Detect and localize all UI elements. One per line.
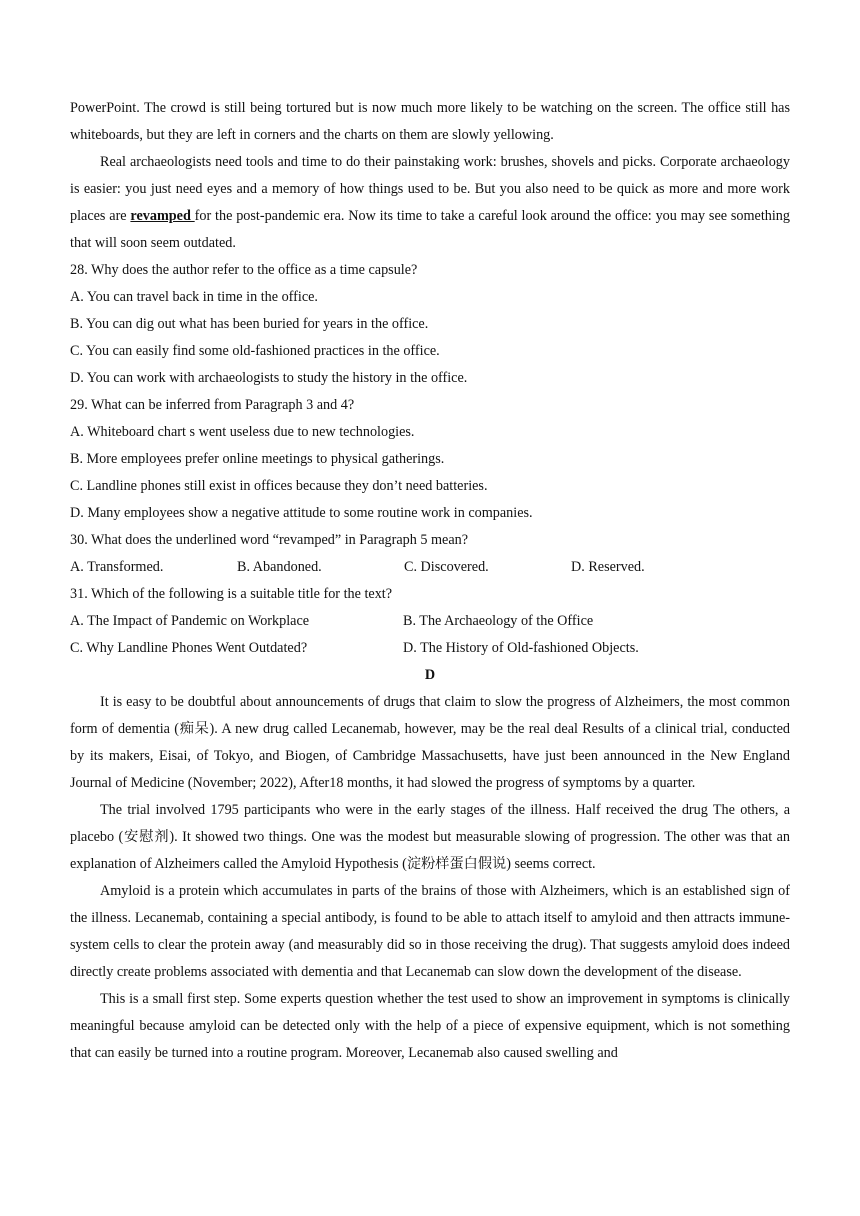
- options-row-2: [70, 635, 790, 662]
- section-d-paragraph-2: The trial involved 1795 participants who were in the early stages of the illness. Half received the drug The others, a placebo (安慰剂). It showed two things. One was the modest but measurable slowing of progression. The other was that an explanation of Alzheimers called the Amyloid Hypothesis (淀粉样蛋白假说) seems correct.: [70, 802, 790, 872]
- question-30: [70, 527, 790, 581]
- section-heading-d: D: [424, 667, 436, 683]
- section-d-paragraph-1: It is easy to be doubtful about announcements of drugs that claim to slow the progress of Alzheimers, the most common form of dementia (痴呆). A new drug called Lecanemab, however, may be the real deal Results of a clinical trial, conducted by its makers, Eisai, of Tokyo, and Biogen, of Cambridge Massachusetts, have just been announced in the New England Journal of Medicine (November; 2022), After18 months, it had slowed the progress of symptoms by a quarter.: [70, 694, 790, 791]
- option-a: A. The Impact of Pandemic on Workplace: [70, 613, 310, 629]
- option-c: C. Landline phones still exist in offices because they don’t need batteries.: [70, 478, 488, 494]
- option-d: D. The History of Old-fashioned Objects.: [403, 640, 639, 656]
- question-28: [70, 257, 790, 392]
- option-c: C. Discovered.: [404, 559, 489, 575]
- option-d: D. Many employees show a negative attitude to some routine work in companies.: [70, 505, 533, 521]
- option-a: A. Transformed.: [70, 559, 164, 575]
- question-stem: 29. What can be inferred from Paragraph 3 and 4?: [70, 397, 355, 413]
- option-a: A. You can travel back in time in the office.: [70, 289, 318, 305]
- question-29: [70, 392, 790, 527]
- option-b: B. Abandoned.: [237, 559, 322, 575]
- options-row-1: [70, 608, 790, 635]
- option-b: B. You can dig out what has been buried for years in the office.: [70, 316, 429, 332]
- option-d: D. You can work with archaeologists to study the history in the office.: [70, 370, 468, 386]
- option-c: C. Why Landline Phones Went Outdated?: [70, 640, 308, 656]
- paragraph-text-before: Real archaeologists need tools and time to do their painstaking work: brushes, shovels and picks. Corporate archaeology is easier: you just need eyes and a memory of how things used to be. But you also need to be quick as more and more work places are: [70, 154, 790, 224]
- question-31: [70, 581, 790, 662]
- option-b: B. The Archaeology of the Office: [403, 613, 594, 629]
- option-a: A. Whiteboard chart s went useless due to new technologies.: [70, 424, 415, 440]
- section-d-paragraph-4: This is a small first step. Some experts question whether the test used to show an improvement in symptoms is clinically meaningful because amyloid can be detected only with the help of a piece of expensive equipment, which is not something that can easily be turned into a routine program. Moreover, Lecanemab also caused swelling and: [70, 991, 790, 1061]
- passage-paragraph-top: PowerPoint. The crowd is still being tortured but is now much more likely to be watching on the screen. The office still has whiteboards, but they are left in corners and the charts on them are slowly yellowing.: [70, 100, 790, 143]
- question-stem: 30. What does the underlined word “revamped” in Paragraph 5 mean?: [70, 532, 469, 548]
- section-d-paragraph-3: Amyloid is a protein which accumulates in parts of the brains of those with Alzheimers, which is an established sign of the illness. Lecanemab, containing a special antibody, is found to be able to attach itself to amyloid and then attracts immune-system cells to clear the protein away (and measurably did so in those receiving the drug). That suggests amyloid does indeed directly create problems associated with dementia and that Lecanemab can slow down the development of the disease.: [70, 883, 790, 980]
- question-stem: 28. Why does the author refer to the office as a time capsule?: [70, 262, 418, 278]
- option-b: B. More employees prefer online meetings to physical gatherings.: [70, 451, 445, 467]
- options-row: [70, 554, 790, 581]
- question-stem: 31. Which of the following is a suitable title for the text?: [70, 586, 393, 602]
- passage-paragraph-archaeology: [70, 149, 790, 257]
- underlined-word-revamped: revamped: [130, 208, 195, 224]
- paragraph-text-after: for the post-pandemic era. Now its time to take a careful look around the office: you may see something that will soon seem outdated.: [70, 208, 790, 251]
- option-d: D. Reserved.: [571, 559, 645, 575]
- document-page: [70, 95, 790, 1067]
- option-c: C. You can easily find some old-fashioned practices in the office.: [70, 343, 440, 359]
